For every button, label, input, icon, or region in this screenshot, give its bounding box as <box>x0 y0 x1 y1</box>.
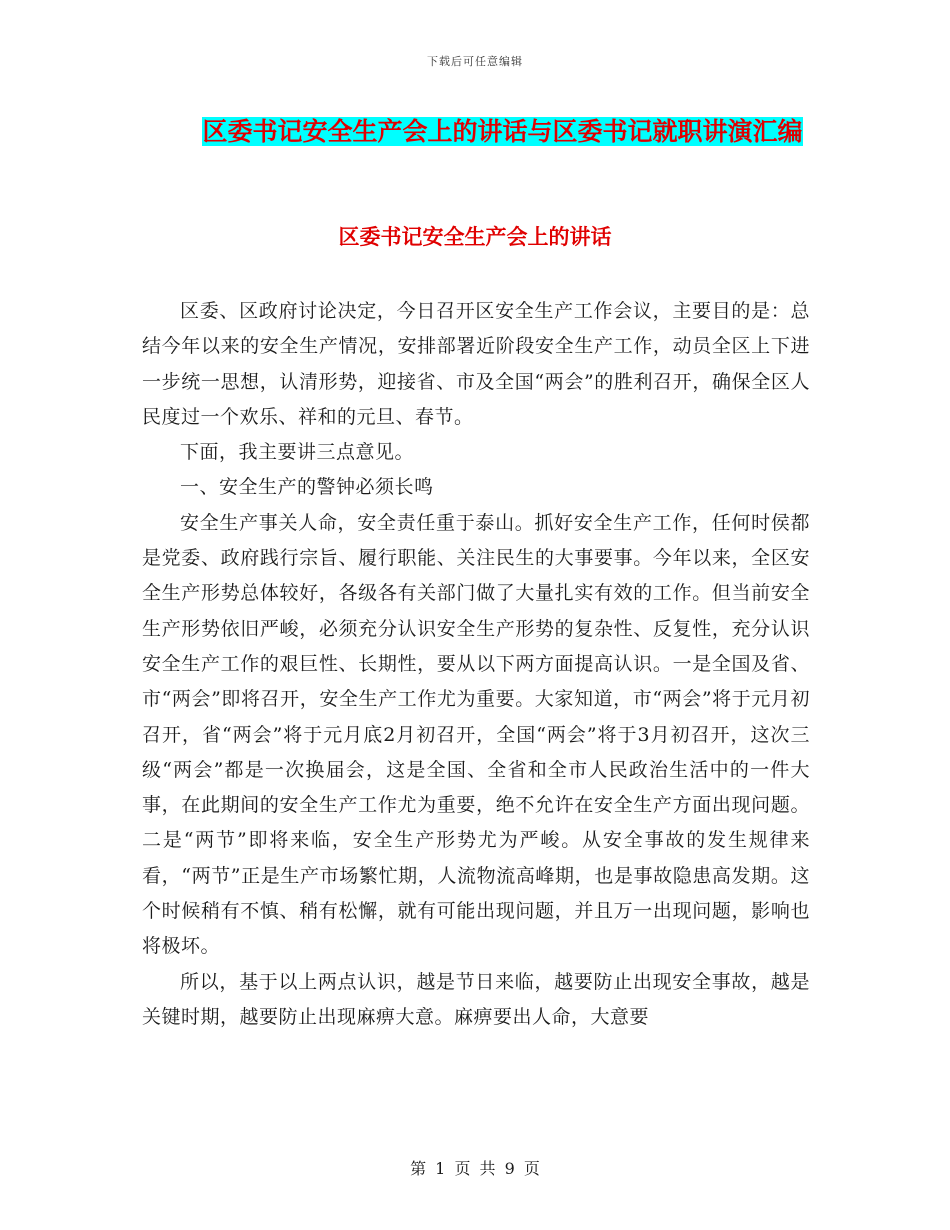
document-title <box>190 110 815 154</box>
page-footer: 第 1 页 共 9 页 <box>410 1159 540 1178</box>
paragraph: 所以，基于以上两点认识，越是节日来临，越要防止出现安全事故，越是关键时期，越要防止出现麻痹大意。麻痹要出人命，大意要 <box>142 970 810 1028</box>
paragraph: 区委、区政府讨论决定，今日召开区安全生产工作会议，主要目的是：总结今年以来的安全生产情况，安排部署近阶段安全生产工作，动员全区上下进一步统一思想，认清形势，迎接省、市及全国“两会”的胜利召开，确保全区人民度过一个欢乐、祥和的元旦、春节。 <box>142 300 810 428</box>
header-note: 下载后可任意编辑 <box>427 55 523 68</box>
document-body <box>142 294 810 1035</box>
document-title-text: 区委书记安全生产会上的讲话与区委书记就职讲演汇编 <box>202 117 803 146</box>
paragraph: 下面，我主要讲三点意见。 <box>180 441 415 464</box>
paragraph: 一、安全生产的警钟必须长鸣 <box>180 476 434 499</box>
section-title: 区委书记安全生产会上的讲话 <box>338 224 612 249</box>
paragraph: 安全生产事关人命，安全责任重于泰山。抓好安全生产工作，任何时侯都是党委、政府践行宗旨、履行职能、关注民生的大事要事。今年以来，全区安全生产形势总体较好，各级各有关部门做了大量扎实有效的工作。但当前安全生产形势依旧严峻，必须充分认识安全生产形势的复杂性、反复性，充分认识安全生产工作的艰巨性、长期性，要从以下两方面提高认识。一是全国及省、市“两会”即将召开，安全生产工作尤为重要。大家知道，市“两会”将于元月初召开，省“两会”将于元月底2月初召开，全国“两会”将于3月初召开，这次三级“两会”都是一次换届会，这是全国、全省和全市人民政治生活中的一件大事，在此期间的安全生产工作尤为重要，绝不允许在安全生产方面出现问题。二是“两节”即将来临，安全生产形势尤为严峻。从安全事故的发生规律来看，“两节”正是生产市场繁忙期，人流物流高峰期，也是事故隐患高发期。这个时候稍有不慎、稍有松懈，就有可能出现问题，并且万一出现问题，影响也将极坏。 <box>142 511 810 958</box>
